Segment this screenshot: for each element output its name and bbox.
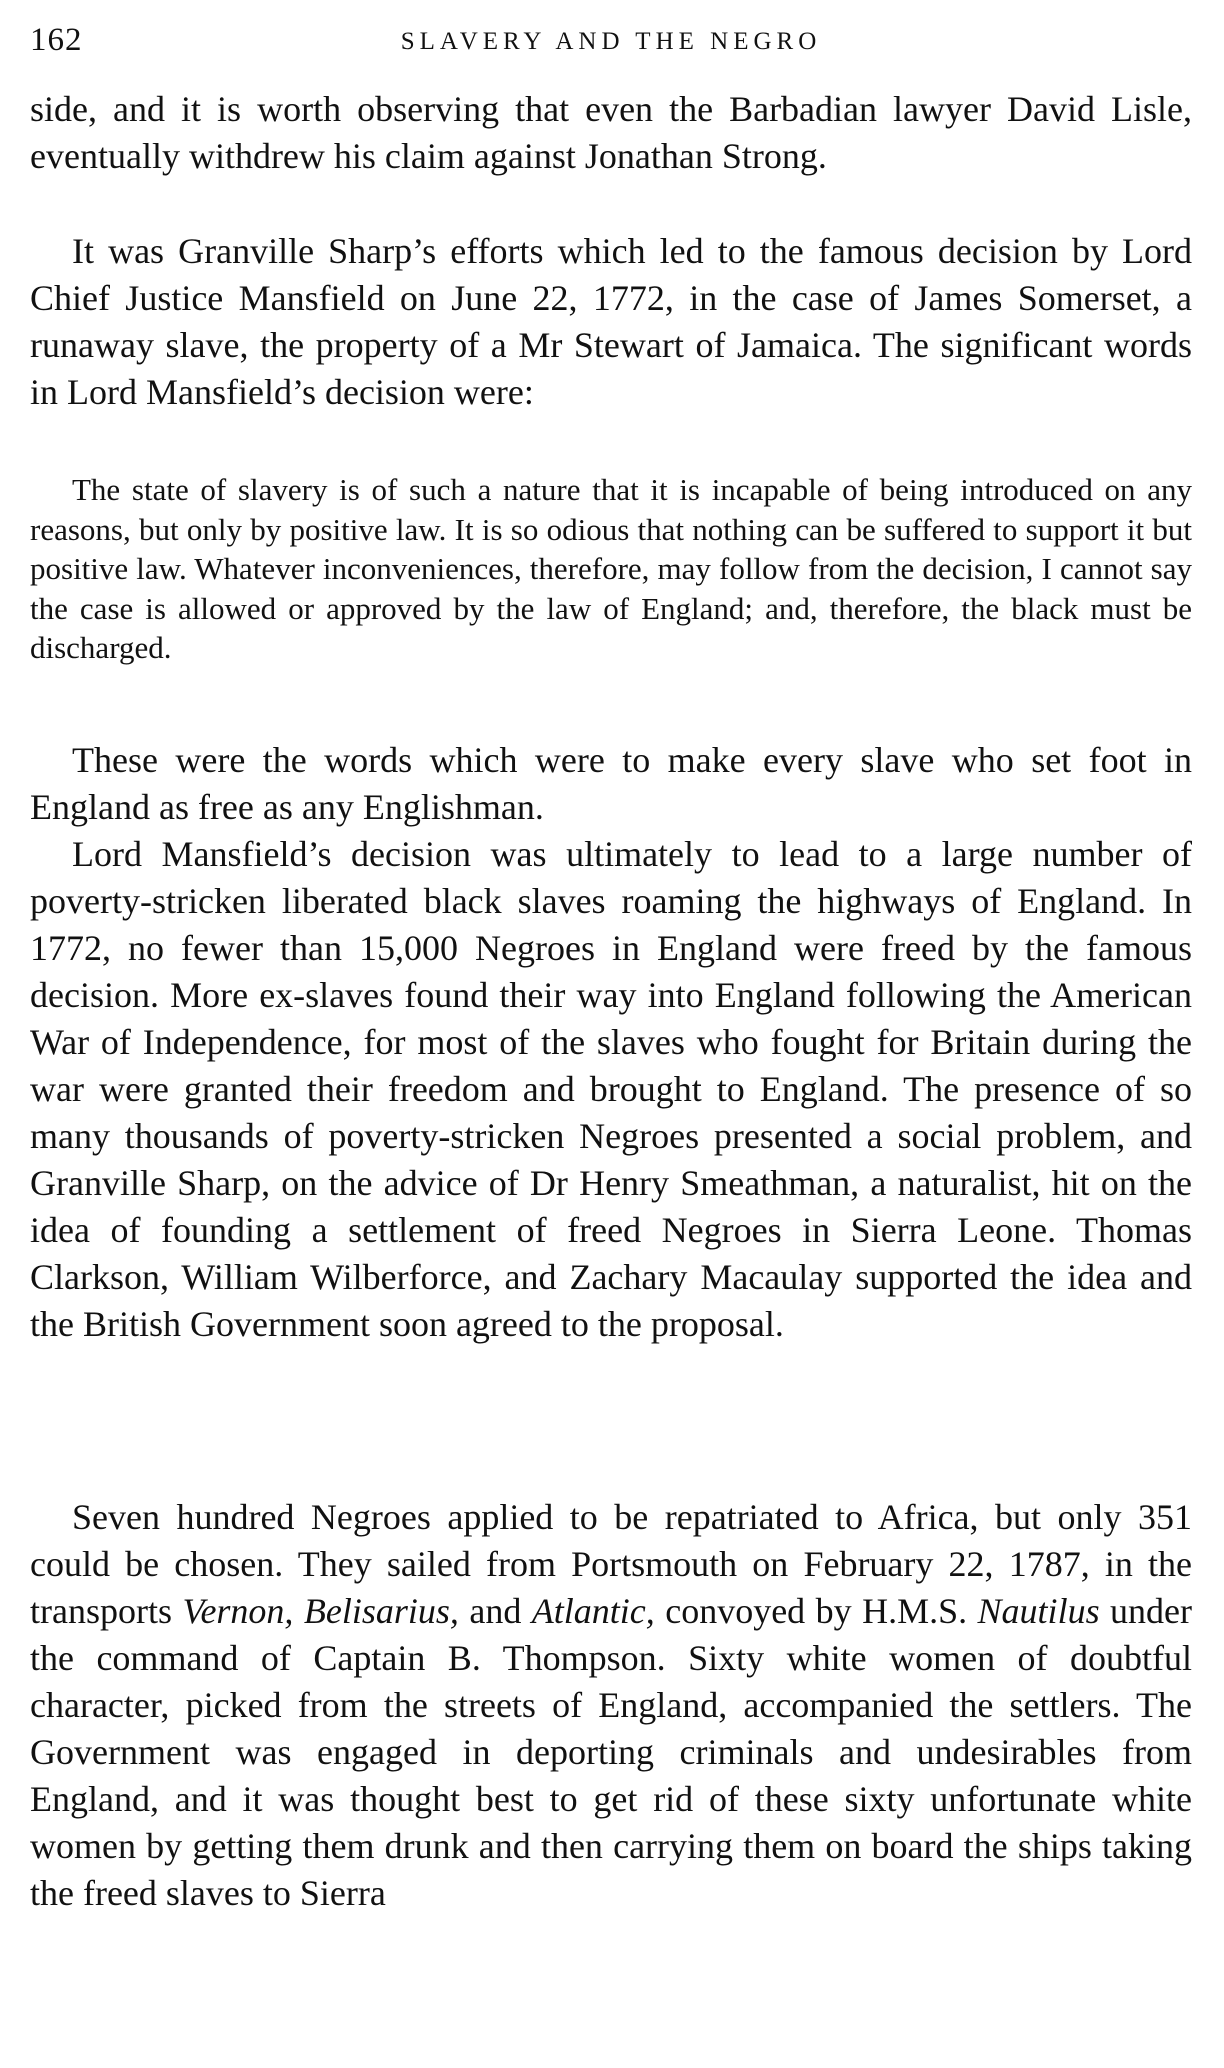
paragraph-words-freedom: These were the words which were to make every slave who set foot in England as free as any Englishman. bbox=[30, 740, 1192, 827]
block-quote-mansfield-decision: The state of slavery is of such a nature that it is incapable of being introduced on any reasons, but only by positive law. It is so odious that nothing can be suffered to support it but positive law. Whatever inconveniences, therefore, may follow from the decision, I cannot say the case is allowed or approved by the law of England; and, therefore, the black must be discharged. bbox=[30, 472, 1192, 665]
repatriation-text-3: under the command of Captain B. Thompson. Sixty white women of doubtful character, picked from the streets of England, accompanied the settlers. The Government was engaged in deporting criminals and undesirables from England, and it was thought best to get rid of these sixty unfortunate white women by getting them drunk and then carrying them on board the ships taking the freed slaves to Sierra bbox=[30, 1591, 1192, 1913]
running-title: SLAVERY AND THE NEGRO bbox=[400, 28, 822, 55]
repatriation-sep-2: and bbox=[458, 1591, 532, 1631]
page-number: 162 bbox=[30, 22, 83, 58]
ship-name-vernon: Vernon, bbox=[182, 1591, 294, 1631]
paragraph-sharp-efforts: It was Granville Sharp’s efforts which led to the famous decision by Lord Chief Justice Mansfield on June 22, 1772, in the case of James Somerset, a runaway slave, the property of a Mr Stewart of Jamaica. The significant words in Lord Mansfield’s decision were: bbox=[30, 231, 1192, 412]
paragraph-repatriation bbox=[30, 1494, 1192, 1917]
paragraph-mansfield-consequences: Lord Mansfield’s decision was ultimately to lead to a large number of poverty-stricken liberated black slaves roaming the highways of England. In 1772, no fewer than 15,000 Negroes in England were freed by the famous decision. More ex-slaves found their way into England following the American War of Independence, for most of the slaves who fought for Britain during the war were granted their freedom and brought to England. The presence of so many thousands of poverty-stricken Negroes presented a social problem, and Granville Sharp, on the advice of Dr Henry Smeathman, a naturalist, hit on the idea of founding a settlement of freed Negroes in Sierra Leone. Thomas Clarkson, William Wilberforce, and Zachary Macaulay supported the idea and the British Government soon agreed to the proposal. bbox=[30, 834, 1192, 1344]
repatriation-sep-1 bbox=[293, 1591, 303, 1631]
running-head bbox=[30, 22, 1192, 62]
book-page bbox=[30, 0, 1192, 2068]
ship-name-belisarius: Belisarius, bbox=[303, 1591, 459, 1631]
ship-name-atlantic: Atlantic, bbox=[531, 1591, 655, 1631]
paragraph-continuation: side, and it is worth observing that even the Barbadian lawyer David Lisle, eventually withdrew his claim against Jonathan Strong. bbox=[30, 89, 1192, 176]
repatriation-text-2: convoyed by H.M.S. bbox=[654, 1591, 978, 1631]
repatriation-text-1: Seven hundred Negroes applied to be repatriated to Africa, but only 351 could be chosen. They sailed from Portsmouth on February 22, 1787, in the transports bbox=[30, 1497, 1192, 1631]
ship-name-nautilus: Nautilus bbox=[977, 1591, 1100, 1631]
